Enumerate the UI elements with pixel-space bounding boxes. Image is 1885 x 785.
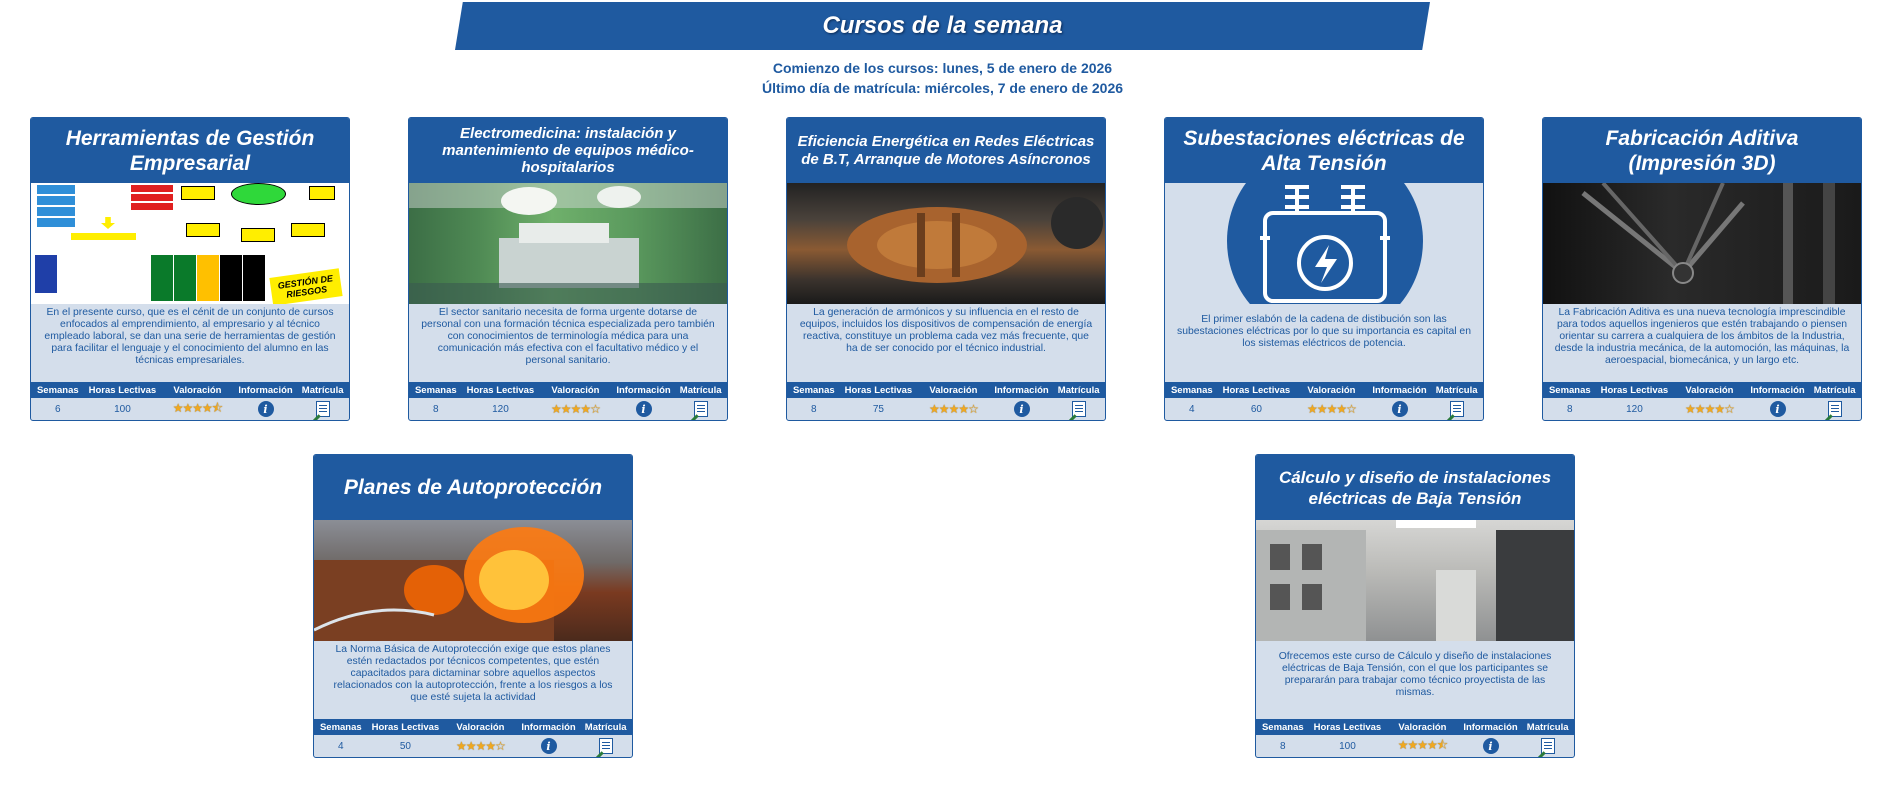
course-title[interactable]: Eficiencia Energética en Redes Eléctricas de B.T, Arranque de Motores Asíncronos [787,118,1105,183]
weeks-header: Semanas [792,384,835,396]
course-title[interactable]: Fabricación Aditiva (Impresión 3D) [1543,118,1861,183]
course-description: La generación de armónicos y su influencia en el resto de equipos, incluidos los dispositivos de compensación de energía reactiva, constituye un problema cada vez más frecuente, que ha de ser conocido por el técnico industrial. [799,307,1093,354]
weeks-value: 4 [1189,403,1195,415]
rating-header: Valoración [1398,721,1447,733]
operating-room-photo [409,183,727,304]
course-image[interactable] [1543,183,1861,304]
enroll-icon[interactable] [1828,401,1842,417]
course-description: La Fabricación Aditiva es una nueva tecnología imprescindible para todos aquellos ingenieros que estén trabajando o piensen orientar su carrera a cualquiera de los ámbitos de la Industria, desde la industria mecánica, de la automoción, las máquinas, la aeroespacial, biomecánica, y un largo etc. [1554,307,1850,366]
course-footer [1256,719,1574,757]
motor-photo [787,183,1105,304]
weeks-value: 6 [55,403,61,415]
enroll-header: Matrícula [301,384,344,396]
rating-header: Valoración [1685,384,1734,396]
info-header: Información [616,384,671,396]
course-card[interactable] [1255,454,1575,758]
rating-header: Valoración [1307,384,1356,396]
weeks-value: 8 [1567,403,1573,415]
info-icon[interactable]: i [1770,401,1786,417]
course-card[interactable] [408,117,728,421]
weeks-header: Semanas [1170,384,1213,396]
weeks-value: 8 [433,403,439,415]
hours-value: 120 [492,403,509,415]
hours-value: 75 [872,403,884,415]
enroll-icon[interactable] [599,738,613,754]
hours-value: 50 [399,740,411,752]
course-title[interactable]: Planes de Autoprotección [314,455,632,520]
info-header: Información [1463,721,1518,733]
info-icon[interactable]: i [1392,401,1408,417]
enroll-header: Matrícula [584,721,627,733]
info-header: Información [238,384,293,396]
rating-stars: ★★★★⯪ [172,400,223,415]
enroll-icon[interactable] [316,401,330,417]
enroll-header: Matrícula [1435,384,1478,396]
rating-stars: ★★★★☆ [456,739,505,753]
course-card[interactable] [1164,117,1484,421]
start-date-line: Comienzo de los cursos: lunes, 5 de enero de 2026 [772,60,1113,76]
enroll-header: Matrícula [1526,721,1569,733]
weeks-header: Semanas [1548,384,1591,396]
transformer-icon [1165,183,1483,304]
course-image[interactable] [409,183,727,304]
course-image[interactable] [1165,183,1483,304]
weeks-value: 8 [1280,740,1286,752]
enroll-icon[interactable] [1072,401,1086,417]
info-icon[interactable]: i [1014,401,1030,417]
weeks-value: 4 [338,740,344,752]
course-title[interactable]: Electromedicina: instalación y mantenimiento de equipos médico-hospitalarios [409,118,727,183]
course-title[interactable]: Cálculo y diseño de instalaciones eléctricas de Baja Tensión [1256,455,1574,520]
course-footer [314,719,632,757]
info-header: Información [521,721,576,733]
rating-stars: ★★★★☆ [551,402,600,416]
rating-stars: ★★★★☆ [1307,402,1356,416]
course-footer [409,382,727,420]
course-description: Ofrecemos este curso de Cálculo y diseño de instalaciones eléctricas de Baja Tensión, con el que los participantes se prepararán para trabajar como técnico proyectista de las mismas. [1278,651,1552,698]
course-description: En el presente curso, que es el cénit de un conjunto de cursos enfocados al emprendimiento, al empresario y al técnico empleado laboral, se dan una serie de herramientas de gestión para facilitar el lenguaje y el conocimiento del alumno en las técnicas empresariales. [44,307,336,366]
info-icon[interactable]: i [636,401,652,417]
hours-header: Horas Lectivas [1600,384,1669,396]
course-dates [0,58,1885,98]
weeks-header: Semanas [319,721,362,733]
hours-header: Horas Lectivas [844,384,913,396]
info-header: Información [1750,384,1805,396]
course-footer [787,382,1105,420]
course-description: El primer eslabón de la cadena de distibución son las subestaciones eléctricas por lo que su importancia es capital en los sistemas eléctricos de potencia. [1177,314,1471,349]
info-header: Información [994,384,1049,396]
course-description: El sector sanitario necesita de forma urgente dotarse de personal con una formación técnica especializada pero también con conocimientos de terminología médica para una comunicación más efectiva con el facultativo médico y el personal sanitario. [421,307,715,366]
enroll-header: Matrícula [1813,384,1856,396]
course-footer [31,382,349,420]
rating-stars: ★★★★☆ [929,402,978,416]
enroll-icon[interactable] [1450,401,1464,417]
rating-stars: ★★★★⯪ [1397,737,1448,752]
rating-header: Valoración [929,384,978,396]
enroll-icon[interactable] [1541,738,1555,754]
enroll-icon[interactable] [694,401,708,417]
course-image[interactable] [787,183,1105,304]
course-card[interactable] [313,454,633,758]
weeks-header: Semanas [414,384,457,396]
course-title[interactable]: Subestaciones eléctricas de Alta Tensión [1165,118,1483,183]
course-image[interactable] [314,520,632,641]
info-icon[interactable]: i [258,401,274,417]
page-title: Cursos de la semana [822,12,1063,39]
course-footer [1165,382,1483,420]
weeks-header: Semanas [1261,721,1304,733]
course-card[interactable] [30,117,350,421]
hours-header: Horas Lectivas [1313,721,1382,733]
rating-header: Valoración [456,721,505,733]
hours-value: 120 [1626,403,1643,415]
info-icon[interactable]: i [541,738,557,754]
course-title[interactable]: Herramientas de Gestión Empresarial [31,118,349,183]
course-description: La Norma Básica de Autoprotección exige que estos planes estén redactados por técnicos competentes, que estén capacitados para dictaminar sobre aquellos aspectos relacionados con la autoprotección, frente a los riesgos a los que esté sujeta la actividad [333,644,613,703]
enrollment-deadline-line: Último día de matrícula: miércoles, 7 de enero de 2026 [761,80,1124,96]
hours-header: Horas Lectivas [1222,384,1291,396]
info-header: Información [1372,384,1427,396]
enroll-header: Matrícula [679,384,722,396]
image-label: GESTIÓN DE RIESGOS [269,268,342,304]
course-footer [1543,382,1861,420]
hours-value: 100 [114,403,131,415]
course-image[interactable] [1256,520,1574,641]
course-image[interactable] [31,183,349,304]
enroll-header: Matrícula [1057,384,1100,396]
week-courses-banner [455,2,1430,50]
hours-value: 100 [1339,740,1356,752]
electrical-room-photo [1256,520,1574,641]
3d-printer-photo [1543,183,1861,304]
course-card[interactable] [786,117,1106,421]
hours-value: 60 [1250,403,1262,415]
building-fire-photo [314,520,632,641]
rating-header: Valoración [173,384,222,396]
info-icon[interactable]: i [1483,738,1499,754]
hours-header: Horas Lectivas [371,721,440,733]
weeks-header: Semanas [36,384,79,396]
hours-header: Horas Lectivas [466,384,535,396]
rating-header: Valoración [551,384,600,396]
course-card[interactable] [1542,117,1862,421]
weeks-value: 8 [811,403,817,415]
hours-header: Horas Lectivas [88,384,157,396]
rating-stars: ★★★★☆ [1685,402,1734,416]
